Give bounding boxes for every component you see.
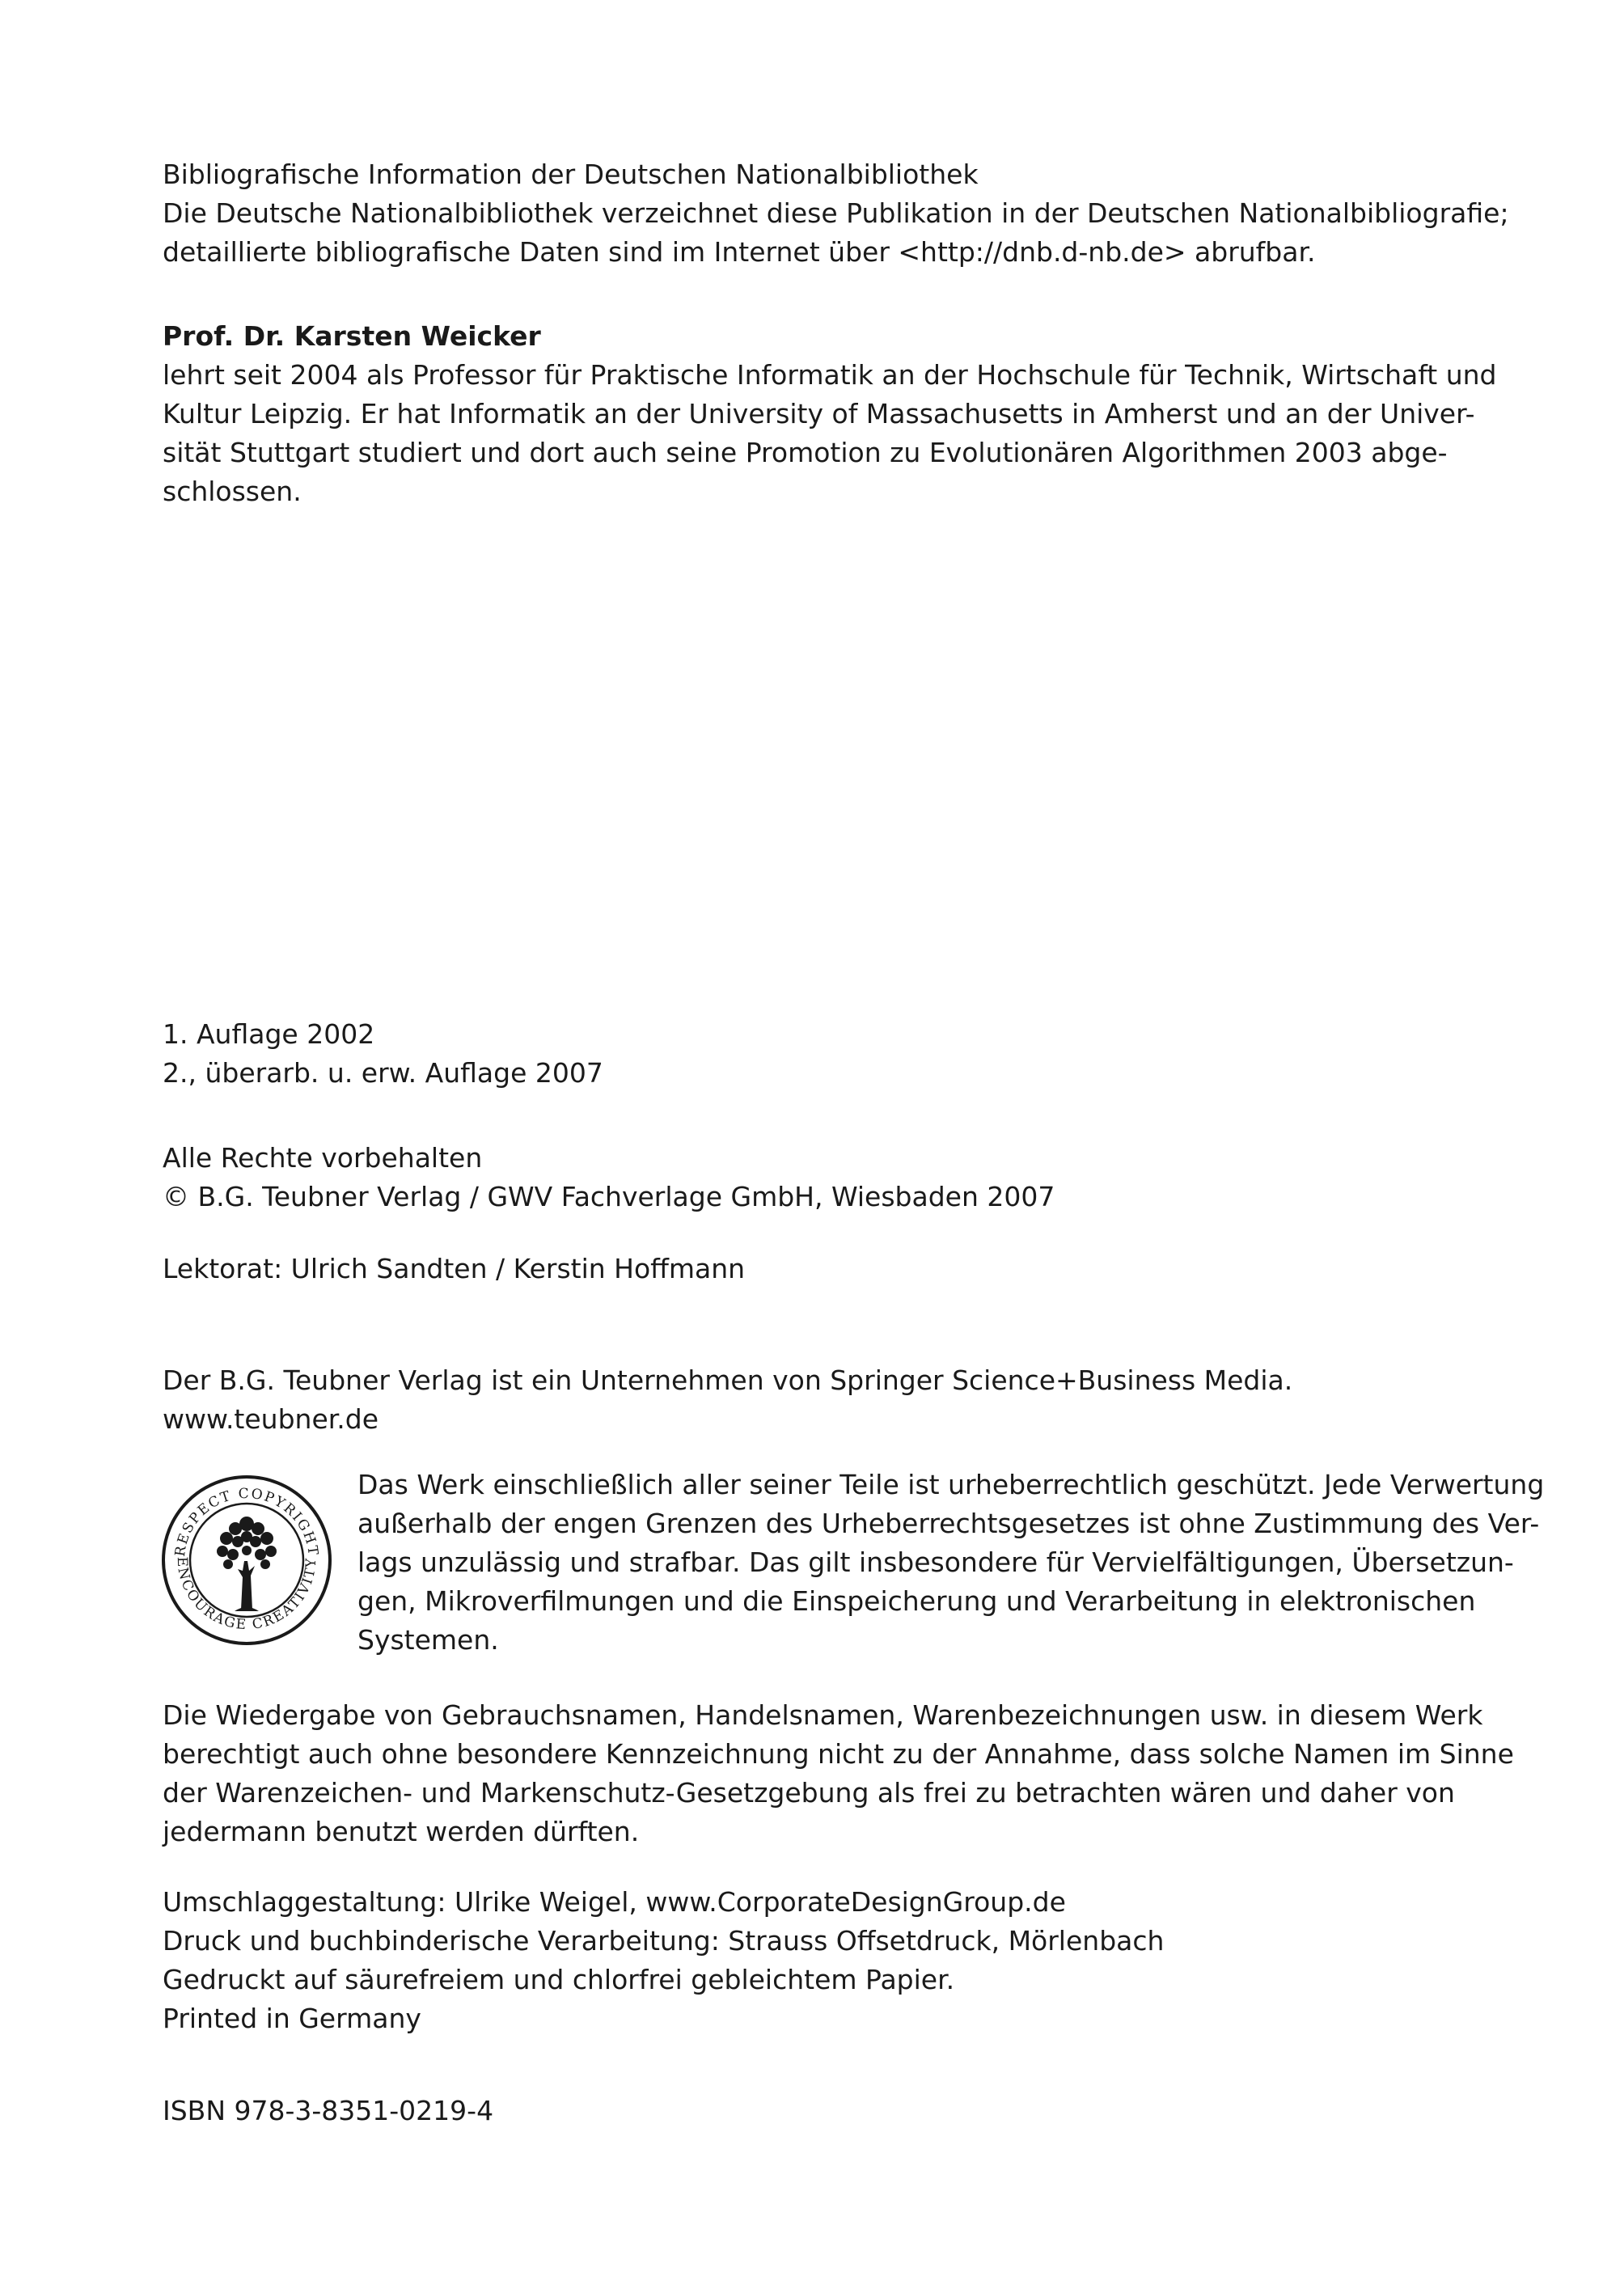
copyright-notice-line: Systemen.	[357, 1624, 499, 1656]
trademark-notice-line: berechtigt auch ohne besondere Kennzeichnung nicht zu der Annahme, dass solche Namen im Sinne	[163, 1738, 1514, 1770]
author-bio-line: sität Stuttgart studiert und dort auch seine Promotion zu Evolutionären Algorithmen 2003 abge-	[163, 437, 1448, 468]
rights	[163, 1139, 1466, 1216]
isbn-line: ISBN 978-3-8351-0219-4	[163, 2095, 494, 2126]
tree-icon	[217, 1517, 277, 1611]
copyright-line: © B.G. Teubner Verlag / GWV Fachverlage GmbH, Wiesbaden 2007	[163, 1181, 1055, 1212]
author-name: Prof. Dr. Karsten Weicker	[163, 320, 541, 352]
dnb-info	[163, 155, 1509, 272]
copyright-notice-line: Das Werk einschließlich aller seiner Teile ist urheberrechtlich geschützt. Jede Verwertung	[357, 1469, 1545, 1500]
author-info	[163, 317, 1497, 511]
dnb-text-line: detaillierte bibliografische Daten sind im Internet über <http://dnb.d-nb.de> abrufbar.	[163, 236, 1316, 268]
copyright-notice-line: außerhalb der engen Grenzen des Urheberrechtsgesetzes ist ohne Zustimmung des Ver-	[357, 1508, 1540, 1539]
cover-design: Umschlaggestaltung: Ulrike Weigel, www.CorporateDesignGroup.de	[163, 1886, 1066, 1918]
trademark-notice-line: jedermann benutzt werden dürften.	[163, 1816, 640, 1847]
dnb-text-line: Die Deutsche Nationalbibliothek verzeichnet diese Publikation in der Deutschen Nationalbibliografie;	[163, 197, 1509, 229]
respect-copyright-seal	[160, 1474, 333, 1647]
paper-info: Gedruckt auf säurefreiem und chlorfrei gebleichtem Papier.	[163, 1964, 955, 1995]
copyright-notice-line: lags unzulässig und strafbar. Das gilt insbesondere für Vervielfältigungen, Übersetzun-	[357, 1546, 1514, 1578]
trademark-notice	[163, 1696, 1514, 1851]
dnb-title: Bibliografische Information der Deutschen Nationalbibliothek	[163, 159, 979, 190]
trademark-notice-line: Die Wiedergabe von Gebrauchsnamen, Handelsnamen, Warenbezeichnungen usw. in diesem Werk	[163, 1699, 1483, 1731]
author-bio-line: Kultur Leipzig. Er hat Informatik an der University of Massachusetts in Amherst und an der Univer-	[163, 398, 1475, 429]
publisher	[163, 1361, 1466, 1439]
author-bio-line: schlossen.	[163, 476, 302, 507]
trademark-notice-line: der Warenzeichen- und Markenschutz-Gesetzgebung als frei zu betrachten wären und daher von	[163, 1777, 1455, 1809]
production-credits	[163, 1883, 1466, 2038]
rights-reserved: Alle Rechte vorbehalten	[163, 1142, 483, 1174]
editions	[163, 1015, 1466, 1093]
publisher-line: Der B.G. Teubner Verlag ist ein Unternehmen von Springer Science+Business Media.	[163, 1364, 1293, 1396]
lektorat-line: Lektorat: Ulrich Sandten / Kerstin Hoffmann	[163, 1253, 746, 1284]
copyright-notice	[357, 1466, 1545, 1660]
seal-bottom-text: ENCOURAGE CREATIVITY	[173, 1556, 320, 1634]
lektorat	[163, 1250, 1466, 1288]
printing-info: Druck und buchbinderische Verarbeitung: Strauss Offsetdruck, Mörlenbach	[163, 1925, 1165, 1957]
copyright-notice-line: gen, Mikroverfilmungen und die Einspeicherung und Verarbeitung in elektronischen	[357, 1585, 1476, 1617]
author-bio-line: lehrt seit 2004 als Professor für Praktische Informatik an der Hochschule für Technik, Wirtschaft und	[163, 359, 1497, 391]
isbn	[163, 2092, 1466, 2130]
publisher-url: www.teubner.de	[163, 1403, 379, 1435]
edition-first: 1. Auflage 2002	[163, 1018, 375, 1050]
edition-second: 2., überarb. u. erw. Auflage 2007	[163, 1057, 603, 1089]
printed-in: Printed in Germany	[163, 2003, 421, 2034]
seal-top-text: RESPECT COPYRIGHT	[171, 1485, 322, 1558]
